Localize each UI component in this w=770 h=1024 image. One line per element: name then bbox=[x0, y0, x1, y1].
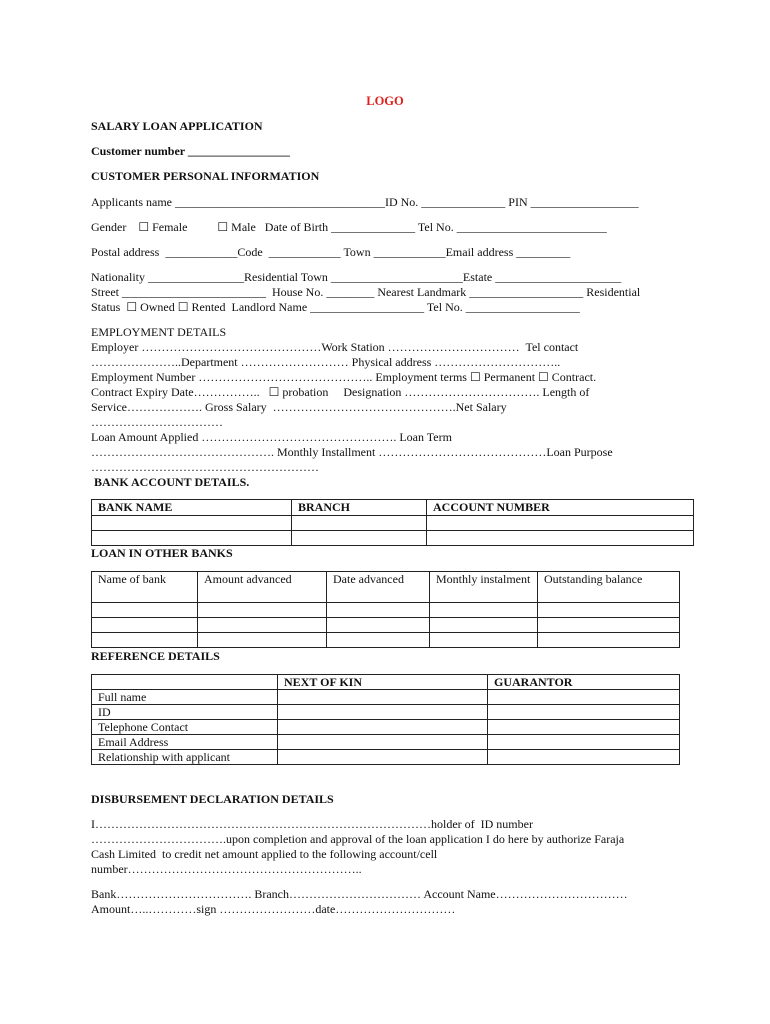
reference-heading: REFERENCE DETAILS bbox=[91, 649, 220, 663]
table-row bbox=[92, 603, 680, 618]
disbursement-heading: DISBURSEMENT DECLARATION DETAILS bbox=[91, 792, 334, 806]
column-header: Monthly instalment bbox=[430, 572, 538, 603]
postal-address-line[interactable]: Postal address ____________Code ____________ Town ____________Email address _________ bbox=[91, 245, 571, 259]
table-row bbox=[92, 531, 694, 546]
table-row bbox=[92, 618, 680, 633]
employment-line[interactable]: Contract Expiry Date…………….. ☐ probation Designation ……………………………. Length of bbox=[91, 385, 590, 399]
table-cell[interactable] bbox=[292, 531, 427, 546]
table-cell[interactable] bbox=[488, 750, 680, 765]
employment-line[interactable]: Employment Number …………………………………….. Employment terms ☐ Permanent ☐ Contract. bbox=[91, 370, 597, 384]
reference-table bbox=[91, 674, 680, 765]
declaration-line[interactable]: I…………………………………………………………………………holder of ID number bbox=[91, 817, 533, 831]
column-header: Name of bank bbox=[92, 572, 198, 603]
table-cell[interactable] bbox=[427, 516, 694, 531]
column-header: ACCOUNT NUMBER bbox=[427, 500, 694, 516]
table-cell[interactable] bbox=[198, 603, 327, 618]
table-cell[interactable] bbox=[538, 633, 680, 648]
bank-account-heading: BANK ACCOUNT DETAILS. bbox=[94, 475, 250, 489]
table-cell[interactable] bbox=[278, 705, 488, 720]
table-cell[interactable] bbox=[92, 633, 198, 648]
row-label: Relationship with applicant bbox=[92, 750, 278, 765]
employment-line[interactable]: ………………………………………………… bbox=[91, 460, 319, 474]
applicant-name-line[interactable]: Applicants name ___________________________________ID No. ______________ PIN __________________ bbox=[91, 195, 639, 209]
table-cell[interactable] bbox=[278, 690, 488, 705]
table-row bbox=[92, 690, 680, 705]
table-cell[interactable] bbox=[488, 720, 680, 735]
table-row bbox=[92, 516, 694, 531]
table-cell[interactable] bbox=[92, 531, 292, 546]
employment-line[interactable]: ………………………………………. Monthly Installment ……………………………………Loan Purpose bbox=[91, 445, 613, 459]
table-row bbox=[92, 735, 680, 750]
form-title: SALARY LOAN APPLICATION bbox=[91, 119, 263, 133]
other-banks-heading: LOAN IN OTHER BANKS bbox=[91, 546, 233, 560]
row-label: ID bbox=[92, 705, 278, 720]
table-cell[interactable] bbox=[327, 633, 430, 648]
employment-heading: EMPLOYMENT DETAILS bbox=[91, 325, 227, 339]
logo-placeholder: LOGO bbox=[366, 94, 404, 108]
employment-line[interactable]: Service………………. Gross Salary ……………………………………….Net Salary bbox=[91, 400, 507, 414]
signature-line[interactable]: Amount…..…………sign ……………………date………………………… bbox=[91, 902, 456, 916]
table-cell[interactable] bbox=[278, 750, 488, 765]
table-cell[interactable] bbox=[488, 690, 680, 705]
row-label: Telephone Contact bbox=[92, 720, 278, 735]
table-cell bbox=[92, 675, 278, 690]
column-header: Date advanced bbox=[327, 572, 430, 603]
status-line[interactable]: Status ☐ Owned ☐ Rented Landlord Name ___________________ Tel No. ___________________ bbox=[91, 300, 580, 314]
table-cell[interactable] bbox=[430, 603, 538, 618]
nationality-line[interactable]: Nationality ________________Residential Town ______________________Estate _____________________ bbox=[91, 270, 622, 284]
customer-number-field[interactable]: Customer number _________________ bbox=[91, 144, 290, 158]
table-cell[interactable] bbox=[278, 720, 488, 735]
table-cell[interactable] bbox=[92, 516, 292, 531]
table-cell[interactable] bbox=[430, 633, 538, 648]
employment-line[interactable]: Employer ………………………………………Work Station …………………………… Tel contact bbox=[91, 340, 579, 354]
column-header: Outstanding balance bbox=[538, 572, 680, 603]
table-cell[interactable] bbox=[198, 633, 327, 648]
other-banks-table bbox=[91, 571, 680, 648]
declaration-line[interactable]: …………………………….upon completion and approval of the loan application I do here by authorize Faraja bbox=[91, 832, 625, 846]
table-cell[interactable] bbox=[538, 618, 680, 633]
street-line[interactable]: Street ________________________ House No. ________ Nearest Landmark ___________________ Residential bbox=[91, 285, 641, 299]
table-row bbox=[92, 633, 680, 648]
declaration-line: Cash Limited to credit net amount applied to the following account/cell bbox=[91, 847, 438, 861]
column-header: BRANCH bbox=[292, 500, 427, 516]
column-header: Amount advanced bbox=[198, 572, 327, 603]
table-cell[interactable] bbox=[488, 735, 680, 750]
table-cell[interactable] bbox=[92, 603, 198, 618]
row-label: Email Address bbox=[92, 735, 278, 750]
column-header: GUARANTOR bbox=[488, 675, 680, 690]
table-cell[interactable] bbox=[292, 516, 427, 531]
table-cell[interactable] bbox=[488, 705, 680, 720]
table-cell[interactable] bbox=[278, 735, 488, 750]
personal-info-heading: CUSTOMER PERSONAL INFORMATION bbox=[91, 169, 320, 183]
bank-details-line[interactable]: Bank……………………………. Branch…………………………… Account Name…………………………… bbox=[91, 887, 628, 901]
column-header: NEXT OF KIN bbox=[278, 675, 488, 690]
employment-line[interactable]: Loan Amount Applied …………………………………………. Loan Term bbox=[91, 430, 452, 444]
employment-line[interactable]: …………………………… bbox=[91, 415, 223, 429]
table-row bbox=[92, 750, 680, 765]
row-label: Full name bbox=[92, 690, 278, 705]
table-cell[interactable] bbox=[427, 531, 694, 546]
employment-line[interactable]: …………………..Department ……………………… Physical address ………………………….. bbox=[91, 355, 561, 369]
table-cell[interactable] bbox=[538, 603, 680, 618]
bank-account-table bbox=[91, 499, 694, 546]
table-row bbox=[92, 720, 680, 735]
declaration-line[interactable]: number………………………………………………….. bbox=[91, 862, 362, 876]
table-cell[interactable] bbox=[198, 618, 327, 633]
column-header: BANK NAME bbox=[92, 500, 292, 516]
table-row bbox=[92, 705, 680, 720]
table-cell[interactable] bbox=[327, 603, 430, 618]
table-cell[interactable] bbox=[92, 618, 198, 633]
table-cell[interactable] bbox=[327, 618, 430, 633]
table-cell[interactable] bbox=[430, 618, 538, 633]
gender-line[interactable]: Gender ☐ Female ☐ Male Date of Birth ______________ Tel No. _________________________ bbox=[91, 220, 607, 234]
